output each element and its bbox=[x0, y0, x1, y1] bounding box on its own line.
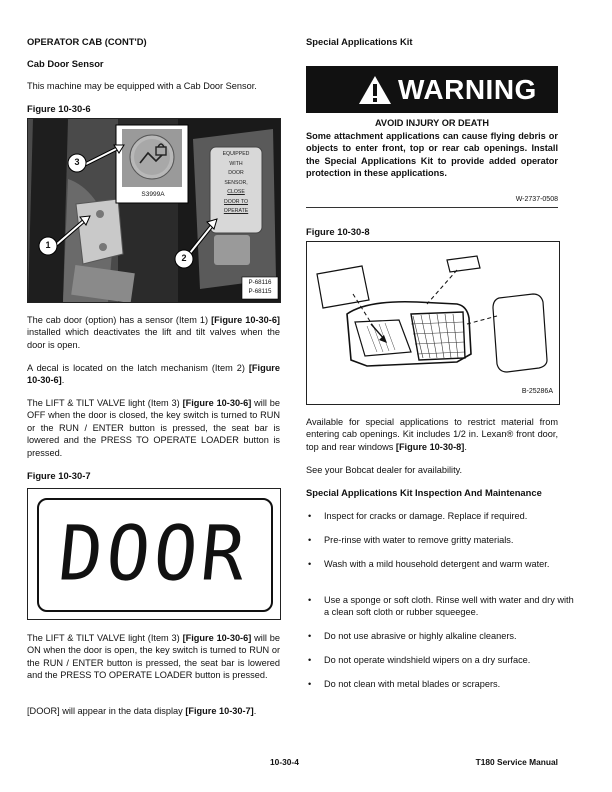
warning-triangle-icon bbox=[358, 75, 392, 105]
decal-line: OPERATE bbox=[223, 208, 249, 214]
page-number: 10-30-4 bbox=[270, 757, 299, 767]
figure-ref: [Figure 10-30-6] bbox=[182, 633, 252, 643]
inset-code: S3999A bbox=[141, 191, 165, 198]
list-item: • Inspect for cracks or damage. Replace if required. bbox=[306, 510, 576, 522]
figure-ref: [Figure 10-30-8] bbox=[395, 441, 465, 452]
special-applications-kit-drawing bbox=[307, 242, 559, 404]
text: . bbox=[464, 441, 467, 452]
door-display-paragraph bbox=[27, 705, 280, 717]
figure-code: B-25286A bbox=[521, 388, 553, 395]
kit-paragraph bbox=[306, 416, 558, 453]
figure-10-30-6 bbox=[27, 118, 281, 303]
warning-divider bbox=[306, 207, 558, 208]
sensor-paragraph bbox=[27, 314, 280, 351]
decal-line: DOOR TO bbox=[223, 198, 249, 205]
text: . bbox=[61, 375, 65, 386]
photo-code: P-68116 bbox=[248, 279, 272, 286]
figure-ref: [Figure 10-30-6] bbox=[211, 315, 280, 325]
decal-paragraph bbox=[27, 362, 280, 387]
warning-subtitle: AVOID INJURY OR DEATH bbox=[374, 118, 489, 128]
decal-line: CLOSE bbox=[227, 189, 245, 195]
warning-body: Some attachment applications can cause flying debris or objects to enter front, top or rear cab openings. Install the Special Applications Kit to provide added operator protection in these applications. bbox=[306, 131, 558, 179]
door-sensor-decal bbox=[210, 150, 262, 217]
text: The LIFT & TILT VALVE light (Item 3) bbox=[27, 633, 183, 643]
text: [DOOR] will appear in the data display bbox=[27, 706, 186, 716]
manual-title: T180 Service Manual bbox=[475, 757, 558, 767]
warning-code: W-2737-0508 bbox=[515, 196, 558, 203]
text: will be OFF when the door is closed, the key switch is turned to RUN or the RUN / ENTER button is pressed, the seat bar is lowered and the PRESS TO OPERATE LOADER button is pressed. bbox=[27, 398, 280, 458]
text: Available for special applications to restrict material from entering cab openings. Kit includes 1/2 in. Lexan® front door, top and rear windows bbox=[306, 417, 558, 452]
decal-line: SENSOR, bbox=[224, 179, 248, 186]
warning-banner bbox=[306, 66, 558, 113]
figure-10-30-7-label: Figure 10-30-7 bbox=[27, 470, 91, 481]
intro-text: This machine may be equipped with a Cab Door Sensor. bbox=[27, 81, 257, 91]
list-item: • Pre-rinse with water to remove gritty materials. bbox=[306, 534, 576, 546]
warning-title: WARNING bbox=[398, 74, 537, 105]
list-item: • Do not operate windshield wipers on a dry surface. bbox=[306, 654, 576, 666]
decal-line: DOOR bbox=[228, 170, 244, 176]
section-title: OPERATOR CAB (CONT'D) bbox=[27, 36, 147, 47]
photo-codes bbox=[242, 278, 278, 296]
photo-code: P-68115 bbox=[248, 288, 272, 295]
maintenance-heading: Special Applications Kit Inspection And Maintenance bbox=[306, 487, 542, 498]
figure-10-30-8 bbox=[306, 241, 560, 405]
light-off-paragraph bbox=[27, 397, 280, 459]
text: . bbox=[253, 706, 257, 716]
figure-10-30-7 bbox=[27, 488, 281, 620]
text: The LIFT & TILT VALVE light (Item 3) bbox=[27, 398, 183, 408]
text: A decal is located on the latch mechanism (Item 2) bbox=[27, 363, 249, 373]
list-item: • Use a sponge or soft cloth. Rinse well with water and dry with a clean soft cloth or rubber squeegee. bbox=[306, 594, 576, 619]
decal-line: EQUIPPED bbox=[222, 151, 250, 157]
list-item: • Do not use abrasive or highly alkaline cleaners. bbox=[306, 630, 576, 642]
dealer-paragraph: See your Bobcat dealer for availability. bbox=[306, 465, 463, 475]
figure-ref: [Figure 10-30-6] bbox=[182, 398, 252, 408]
figure-10-30-8-label: Figure 10-30-8 bbox=[306, 226, 370, 237]
decal-line: WITH bbox=[229, 160, 243, 167]
text: The cab door (option) has a sensor (Item 1) bbox=[27, 315, 212, 325]
figure-ref: [Figure 10-30-7] bbox=[185, 706, 254, 716]
figure-ref: [Figure 10-30-6] bbox=[27, 363, 280, 386]
display-text: DOOR bbox=[54, 508, 254, 598]
cab-door-sensor-heading: Cab Door Sensor bbox=[27, 58, 104, 69]
light-on-paragraph bbox=[27, 632, 280, 682]
list-item: • Wash with a mild household detergent and warm water. bbox=[306, 558, 576, 570]
figure-10-30-6-label: Figure 10-30-6 bbox=[27, 103, 91, 114]
callout-2: 2 bbox=[181, 253, 187, 263]
list-item: • Do not clean with metal blades or scrapers. bbox=[306, 678, 576, 690]
callout-3: 3 bbox=[74, 157, 80, 167]
callout-1: 1 bbox=[45, 240, 51, 250]
text: installed which deactivates the lift and tilt valves when the door is open. bbox=[27, 327, 280, 350]
maintenance-list bbox=[306, 510, 574, 710]
text: will be ON when the door is open, the key switch is turned to RUN or the RUN / ENTER button is pressed, the seat bar is lowered and the PRESS TO OPERATE LOADER button is pressed. bbox=[27, 633, 280, 681]
special-kit-heading: Special Applications Kit bbox=[306, 36, 413, 47]
